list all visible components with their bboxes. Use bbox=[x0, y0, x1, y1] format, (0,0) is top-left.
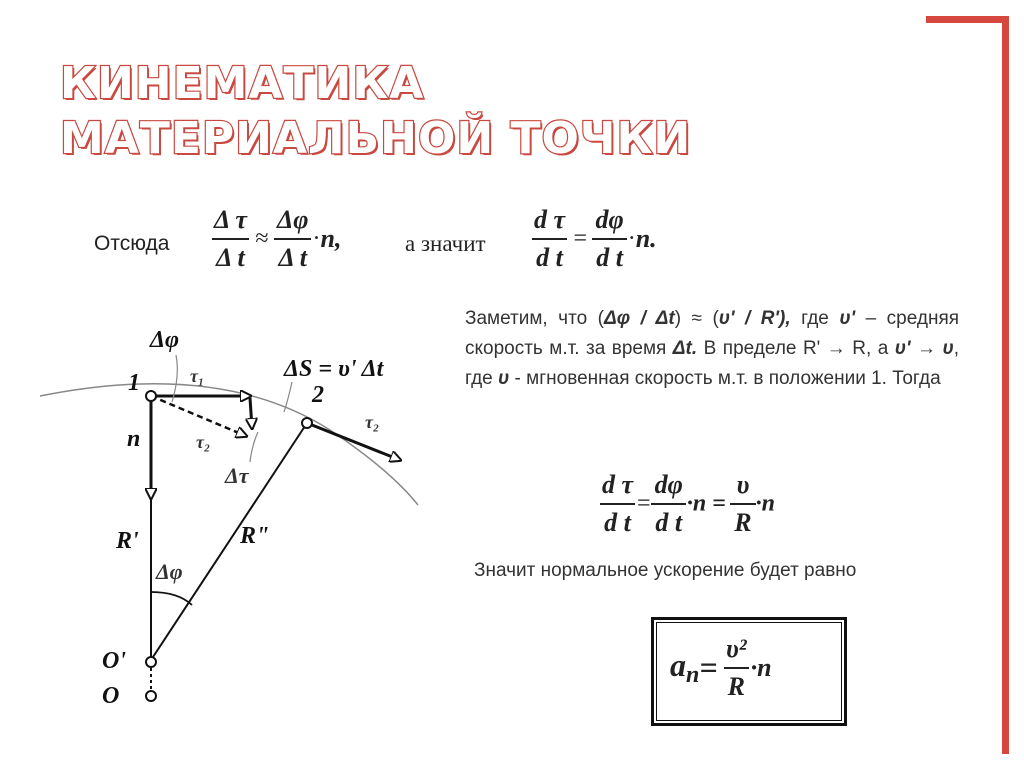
tau2-translated-arrow bbox=[151, 396, 246, 436]
numerator: υ² bbox=[726, 634, 747, 663]
formula-approx bbox=[210, 205, 341, 273]
text: ) ≈ ( bbox=[674, 308, 719, 329]
angle-arc bbox=[151, 592, 192, 605]
fraction-dtau-dt bbox=[530, 205, 569, 273]
boxed-formula bbox=[651, 617, 847, 726]
fraction-dtau-dt bbox=[598, 470, 637, 538]
label-tau2-right: τ₂ bbox=[365, 412, 380, 432]
label-tau1: τ₁ bbox=[190, 366, 205, 386]
normal-acceleration-formula bbox=[670, 634, 772, 702]
label-delta-s: ΔS = υ' Δt bbox=[284, 356, 384, 382]
point-o bbox=[146, 691, 156, 701]
formula-mid: ·n = bbox=[686, 490, 726, 517]
normal-vector: n. bbox=[635, 224, 657, 253]
text: Заметим, что ( bbox=[465, 308, 604, 329]
formula-lead-text: Отсюда bbox=[94, 232, 170, 255]
text: → bbox=[910, 338, 943, 359]
denominator: d t bbox=[532, 238, 567, 273]
fraction-v-R bbox=[730, 470, 755, 538]
label-n: n bbox=[127, 426, 141, 452]
formula-derivative bbox=[530, 205, 657, 273]
dot-operator: · bbox=[312, 225, 321, 252]
explanation-paragraph bbox=[465, 304, 959, 394]
equals-sign: = bbox=[637, 490, 651, 517]
formula-tail: ·n bbox=[755, 490, 775, 517]
point-2 bbox=[302, 418, 312, 428]
tau2-arrow bbox=[307, 423, 400, 460]
emph: Δt. bbox=[672, 338, 698, 359]
acceleration-symbol bbox=[670, 647, 700, 688]
denominator: d t bbox=[592, 238, 627, 273]
equals-sign: = bbox=[573, 225, 588, 252]
a-letter: a bbox=[670, 647, 686, 683]
denominator: R bbox=[724, 667, 749, 702]
emph: Δφ / Δt bbox=[603, 308, 675, 329]
text: где bbox=[790, 308, 840, 329]
approx-sign: ≈ bbox=[255, 225, 269, 252]
emph: υ bbox=[498, 368, 510, 389]
formula-normal-acceleration-derivation bbox=[598, 470, 775, 538]
text: – средняя скорость м.т. за время bbox=[465, 308, 960, 359]
normal-vector: n, bbox=[320, 224, 342, 253]
numerator: υ bbox=[736, 470, 750, 499]
emph: υ' / R'), bbox=[718, 308, 791, 329]
denominator: Δ t bbox=[212, 238, 249, 273]
numerator: d τ bbox=[602, 470, 634, 499]
label-o-prime: O' bbox=[102, 648, 126, 674]
text: , где bbox=[465, 338, 959, 389]
label-r-double-prime: R" bbox=[240, 523, 270, 549]
delta-tau-arrow bbox=[250, 398, 252, 428]
fraction-dphi-dt bbox=[592, 205, 628, 273]
label-dphi-top: Δφ bbox=[150, 327, 180, 353]
dtau-pointer bbox=[250, 432, 258, 462]
emph: υ' bbox=[839, 308, 856, 329]
accent-bar-right bbox=[1002, 16, 1009, 754]
numerator: dφ bbox=[595, 205, 624, 234]
text: - мгновенная скорость м.т. в положении 1. Тогда bbox=[509, 368, 941, 389]
point-o-prime bbox=[146, 657, 156, 667]
equals-sign: = bbox=[699, 649, 718, 686]
slide-title bbox=[60, 56, 691, 166]
text: В пределе R' → R, а bbox=[697, 338, 895, 359]
fraction-v2-R bbox=[722, 634, 751, 702]
label-point-2: 2 bbox=[312, 382, 324, 408]
denominator: d t bbox=[600, 503, 635, 538]
label-dphi-bottom: Δφ bbox=[156, 559, 183, 584]
emph: υ bbox=[942, 338, 954, 359]
numerator: Δ τ bbox=[214, 205, 247, 234]
formula-connector: а значит bbox=[405, 231, 486, 256]
label-point-1: 1 bbox=[128, 370, 140, 396]
label-tau2: τ₂ bbox=[196, 432, 211, 452]
kinematics-diagram bbox=[0, 300, 470, 720]
conclusion-text: Значит нормальное ускорение будет равно bbox=[474, 560, 857, 581]
denominator: Δ t bbox=[274, 238, 311, 273]
denominator: R bbox=[730, 503, 755, 538]
fraction-dphi-dt bbox=[651, 470, 687, 538]
title-line-2: МАТЕРИАЛЬНОЙ ТОЧКИ bbox=[60, 113, 692, 164]
point-1 bbox=[146, 391, 156, 401]
numerator: Δφ bbox=[276, 205, 309, 234]
numerator: d τ bbox=[534, 205, 566, 234]
subscript-n: n bbox=[686, 662, 700, 688]
fraction-dtau-dt bbox=[210, 205, 251, 273]
label-o: O bbox=[102, 683, 120, 709]
dot-operator: · bbox=[627, 225, 636, 252]
fraction-dphi-dt bbox=[273, 205, 313, 273]
numerator: dφ bbox=[654, 470, 683, 499]
formula-tail: ·n bbox=[750, 653, 772, 682]
radius-r-double-prime bbox=[151, 423, 307, 660]
denominator: d t bbox=[651, 503, 686, 538]
label-delta-tau: Δτ bbox=[225, 463, 249, 488]
label-r-prime: R' bbox=[116, 528, 139, 554]
title-line-1: КИНЕМАТИКА bbox=[60, 58, 425, 109]
accent-bar-top bbox=[926, 16, 1009, 23]
emph: υ' bbox=[894, 338, 911, 359]
